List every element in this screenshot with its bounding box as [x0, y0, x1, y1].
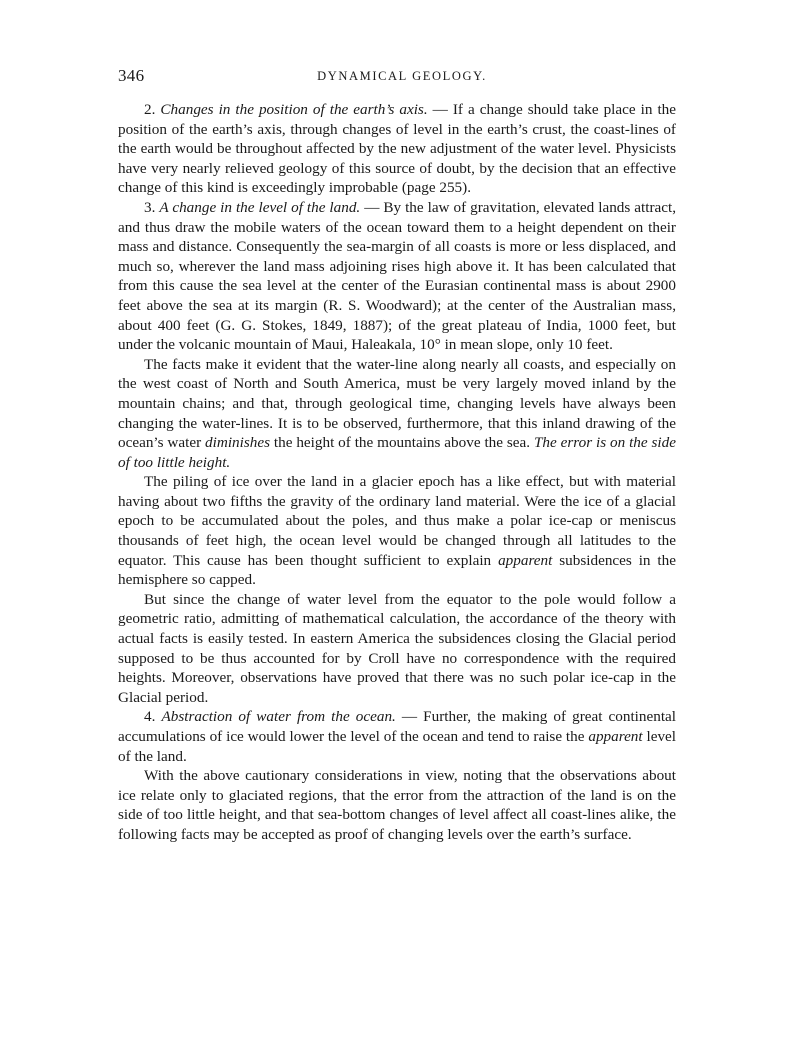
italic-text: apparent [588, 728, 643, 745]
paragraph-text: level of the land. [118, 728, 677, 765]
body-text [118, 100, 676, 845]
paragraph-geometric-ratio [118, 590, 676, 708]
paragraph-axis-change [118, 100, 676, 198]
paragraph-text: the height of the mountains above the sea. [270, 434, 534, 452]
em-dash: — [360, 198, 384, 216]
paragraph-water-abstraction [118, 707, 676, 766]
paragraph-text: The facts make it evident that the water-line along nearly all coasts, and especially on the west coast of North and South America, must be very largely moved inland by the mountain chains; and that, through geological time, changing levels have always been changing the water-lines. It is to be observed, furthermore, that this inland drawing of the ocean’s water [118, 355, 676, 452]
paragraph-text: By the law of gravitation, elevated lands attract, and thus draw the mobile waters of the ocean toward them to a height dependent on their mass and distance. Consequently the sea-margin of all coasts is more or less displaced, and much so, wherever the land mass adjoining rises high above it. It has been calculated that from this cause the sea level at the center of the Eurasian continental mass is about 2900 feet above the sea at its margin (R. S. Woodward); at the center of the Australian mass, about 400 feet (G. G. Stokes, 1849, 1887); of the great plateau of India, 1000 feet, but under the volcanic mountain of Maui, Haleakala, 10° in mean slope, only 10 feet. [118, 198, 677, 354]
paragraph-text: But since the change of water level from the equator to the pole would follow a geometric ratio, admitting of mathematical calculation, the accordance of the theory with actual facts is easily tested. In eastern America the subsidences closing the Glacial period supposed to be thus accounted for by Croll have no correspondence with the required heights. Moreover, observations have proved that there was no such polar ice-cap in the Glacial period. [118, 590, 676, 706]
paragraph-text: With the above cautionary considerations in view, noting that the observations about ice relate only to glaciated regions, that the error from the attraction of the land is on the side of too little height, and that sea-bottom changes of level affect all coast-lines alike, the following facts may be accepted as proof of changing levels over the earth’s surface. [118, 767, 676, 843]
italic-text: apparent [498, 551, 553, 569]
section-number: 3. [144, 198, 156, 216]
italic-text: The error is on the side of too little height. [118, 434, 676, 471]
paragraph-conclusion [118, 766, 676, 844]
section-heading: Abstraction of water from the ocean. [161, 708, 396, 726]
page-number: 346 [118, 66, 145, 85]
section-heading: Changes in the position of the earth’s axis. [160, 101, 428, 118]
italic-text: diminishes [205, 434, 271, 452]
page-header [118, 66, 676, 88]
paragraph-ice-piling [118, 472, 676, 590]
section-number: 2. [144, 101, 156, 118]
section-heading: A change in the level of the land. [159, 198, 361, 216]
em-dash: — [395, 708, 424, 726]
running-head: DYNAMICAL GEOLOGY. [317, 69, 487, 83]
paragraph-text: subsidences in the hemisphere so capped. [118, 551, 676, 589]
paragraph-text: If a change should take place in the position of the earth’s axis, through changes of level in the earth’s crust, the coast-lines of the earth would be throughout affected by the new adjustment of the water level. Physicists have very nearly relieved geology of this source of doubt, by the decision that an effective change of this kind is exceedingly improbable (page 255). [118, 101, 677, 197]
em-dash: — [427, 101, 453, 118]
paragraph-text: The piling of ice over the land in a glacier epoch has a like effect, but with material having about two fifths the gravity of the ordinary land material. Were the ice of a glacial epoch to be accumulated about the poles, and thus make a polar ice-cap or meniscus thousands of feet high, the ocean level would be changed through all latitudes to the equator. This cause has been thought sufficient to explain [118, 473, 676, 569]
section-number: 4. [144, 708, 156, 726]
paragraph-water-line [118, 355, 676, 473]
paragraph-land-level [118, 198, 676, 355]
paragraph-text: Further, the making of great continental accumulations of ice would lower the level of the ocean and tend to raise the [118, 708, 677, 745]
